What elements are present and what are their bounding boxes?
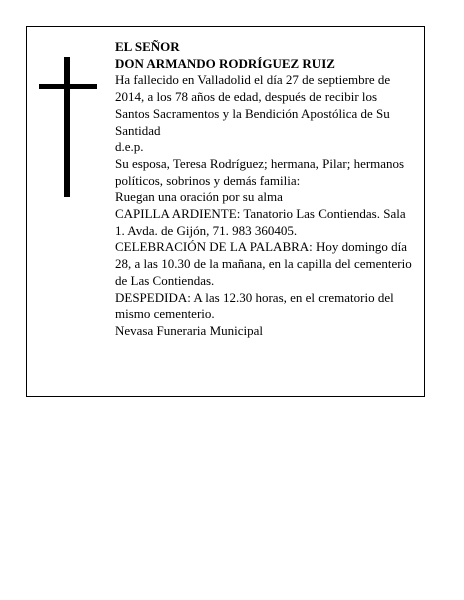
prayer-request: Ruegan una oración por su alma [115,189,283,205]
notice-title-line1: EL SEÑOR [115,39,180,54]
notice-body [115,39,415,340]
latin-cross-icon [39,57,97,197]
family-list: Su esposa, Teresa Rodríguez; hermana, Pilar; hermanos políticos, sobrinos y demás familia: [115,155,405,188]
obituary-notice [26,26,425,397]
ceremony-info: CELEBRACIÓN DE LA PALABRA: Hoy domingo día 28, a las 10.30 de la mañana, en la capilla del cementerio de Las Contiendas. [115,239,412,288]
cross-horizontal-bar [39,84,97,89]
funeral-home-name: Nevasa Funeraria Municipal [115,322,264,338]
chapel-info: CAPILLA ARDIENTE: Tanatorio Las Contiendas. Sala 1. Avda. de Gijón, 71. 983 360405. [115,206,406,238]
farewell-info: DESPEDIDA: A las 12.30 horas, en el crematorio del mismo cementerio. [115,289,394,322]
rip-abbreviation: d.e.p. [115,139,144,155]
cross-vertical-bar [64,57,70,197]
notice-title-deceased-name: DON ARMANDO RODRÍGUEZ RUIZ [115,55,335,71]
death-announcement: Ha fallecido en Valladolid el día 27 de septiembre de 2014, a los 78 años de edad, después de recibir los Santos Sacramentos y la Bendición Apostólica de Su Santidad [115,72,391,138]
